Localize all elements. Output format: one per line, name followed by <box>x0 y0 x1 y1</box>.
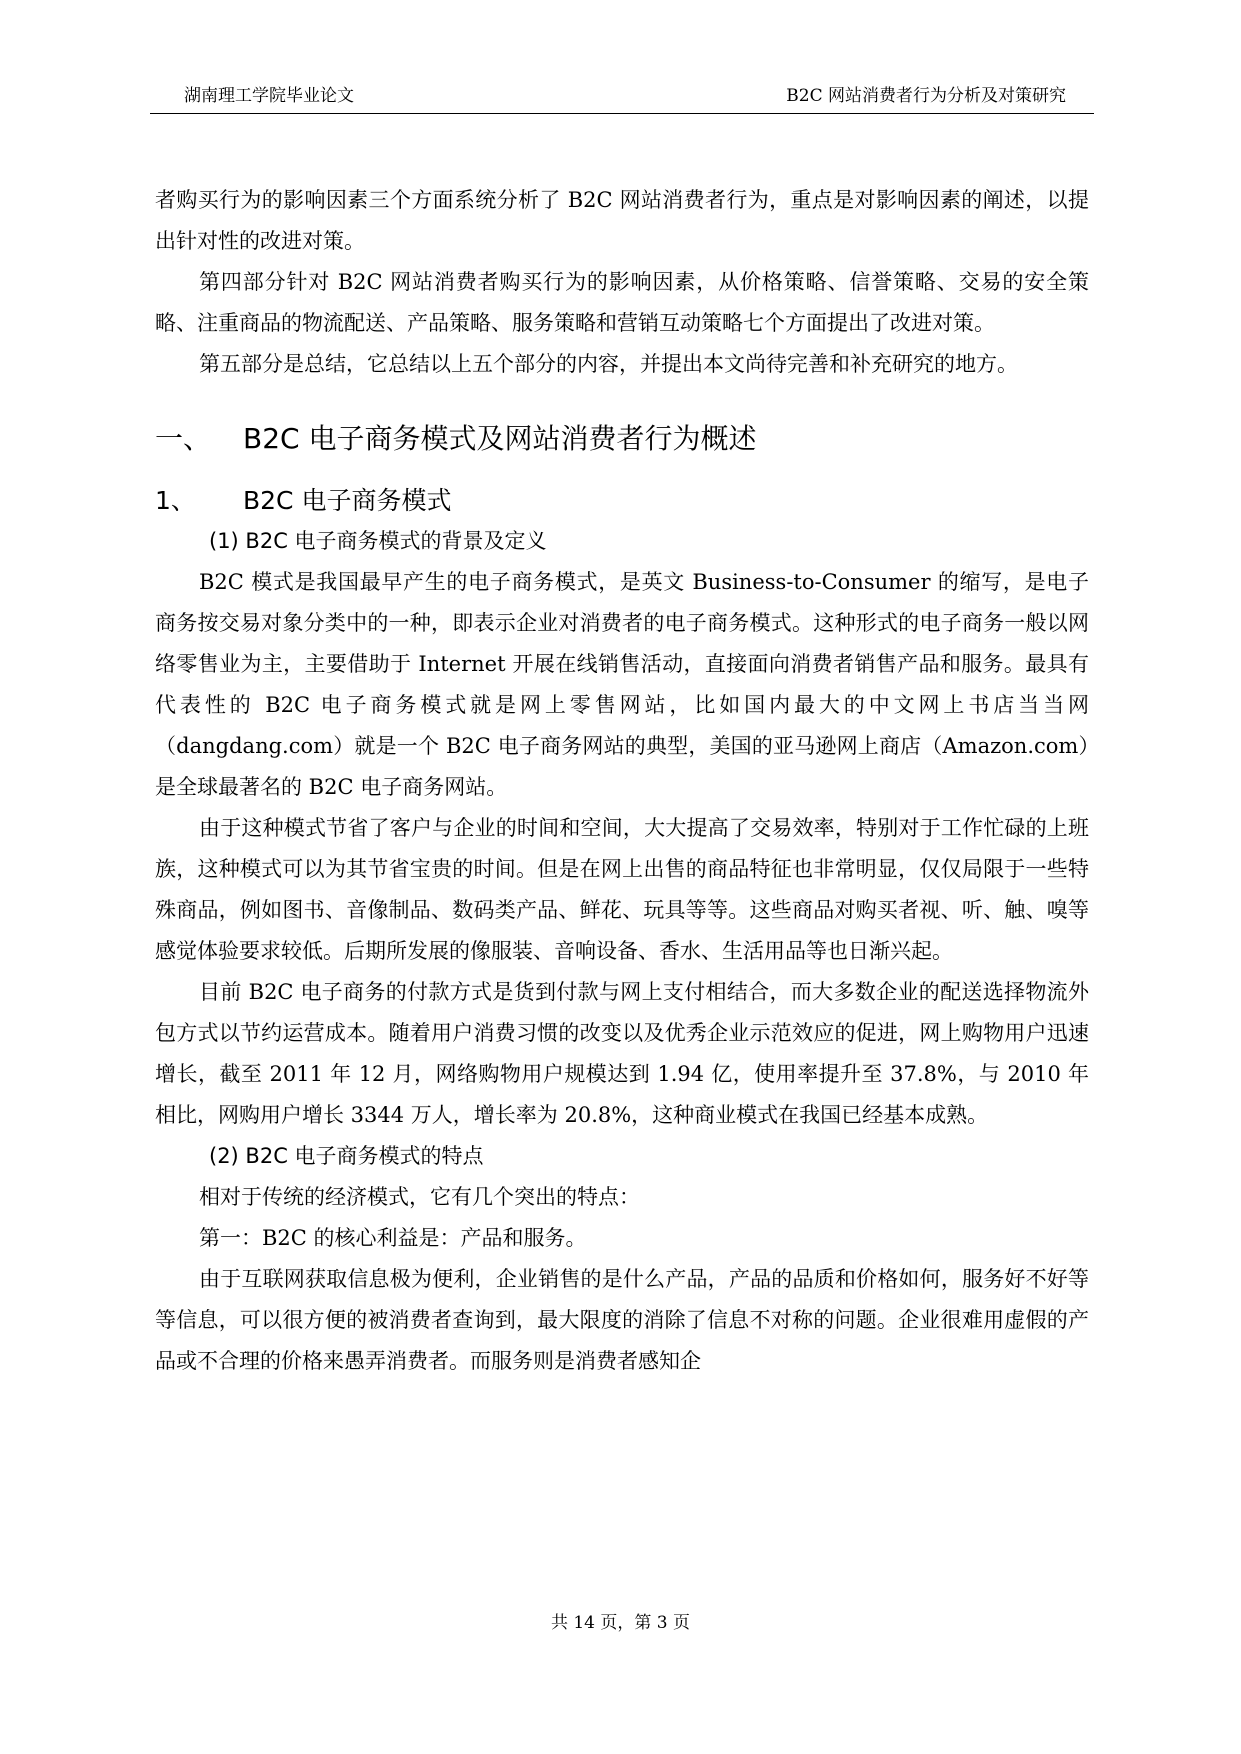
header-left-text: 湖南理工学院毕业论文 <box>184 86 354 106</box>
paragraph: 者购买行为的影响因素三个方面系统分析了 B2C 网站消费者行为，重点是对影响因素的阐述，以提出针对性的改进对策。 <box>155 188 1089 253</box>
subsubsection-heading: (2) B2C 电子商务模式的特点 <box>209 1144 484 1168</box>
subsection-number: 1、 <box>155 486 196 515</box>
section-number: 一、 <box>155 422 212 455</box>
page-footer: 共 14 页，第 3 页 <box>550 1613 691 1633</box>
paragraph: 第一：B2C 的核心利益是：产品和服务。 <box>199 1226 587 1250</box>
header-rule <box>150 113 1094 114</box>
page-body <box>155 180 1089 1382</box>
header-right-text: B2C 网站消费者行为分析及对策研究 <box>786 86 1066 106</box>
section-heading <box>155 419 1089 459</box>
paragraph: 由于这种模式节省了客户与企业的时间和空间，大大提高了交易效率，特别对于工作忙碌的上班族，这种模式可以为其节省宝贵的时间。但是在网上出售的商品特征也非常明显，仅仅局限于一些特殊商品，例如图书、音像制品、数码类产品、鲜花、玩具等等。这些商品对购买者视、听、触、嗅等感觉体验要求较低。后期所发展的像服装、音响设备、香水、生活用品等也日渐兴起。 <box>155 816 1089 963</box>
subsection-heading <box>155 481 1089 521</box>
paragraph: 第四部分针对 B2C 网站消费者购买行为的影响因素，从价格策略、信誉策略、交易的安全策略、注重商品的物流配送、产品策略、服务策略和营销互动策略七个方面提出了改进对策。 <box>155 270 1089 335</box>
subsubsection-heading: (1) B2C 电子商务模式的背景及定义 <box>209 529 547 553</box>
paragraph: 目前 B2C 电子商务的付款方式是货到付款与网上支付相结合，而大多数企业的配送选择物流外包方式以节约运营成本。随着用户消费习惯的改变以及优秀企业示范效应的促进，网上购物用户迅速增长，截至 2011 年 12 月，网络购物用户规模达到 1.94 亿，使用率提升至 37.8%，与 2010 年相比，网购用户增长 3344 万人，增长率为 20.8%，这种商业模式在我国已经基本成熟。 <box>155 980 1089 1127</box>
paragraph: B2C 模式是我国最早产生的电子商务模式，是英文 Business-to-Consumer 的缩写，是电子商务按交易对象分类中的一种，即表示企业对消费者的电子商务模式。这种形式的电子商务一般以网络零售业为主，主要借助于 Internet 开展在线销售活动，直接面向消费者销售产品和服务。最具有代表性的 B2C 电子商务模式就是网上零售网站，比如国内最大的中文网上书店当当网（dangdang.com）就是一个 B2C 电子商务网站的典型，美国的亚马逊网上商店（Amazon.com）是全球最著名的 B2C 电子商务网站。 <box>155 570 1089 799</box>
paragraph: 相对于传统的经济模式，它有几个突出的特点： <box>199 1185 640 1209</box>
subsection-title: B2C 电子商务模式 <box>243 486 452 515</box>
paragraph: 由于互联网获取信息极为便利，企业销售的是什么产品，产品的品质和价格如何，服务好不好等等信息，可以很方便的被消费者查询到，最大限度的消除了信息不对称的问题。企业很难用虚假的产品或不合理的价格来愚弄消费者。而服务则是消费者感知企 <box>155 1267 1089 1373</box>
section-title: B2C 电子商务模式及网站消费者行为概述 <box>243 422 757 455</box>
paragraph: 第五部分是总结，它总结以上五个部分的内容，并提出本文尚待完善和补充研究的地方。 <box>199 352 1018 376</box>
